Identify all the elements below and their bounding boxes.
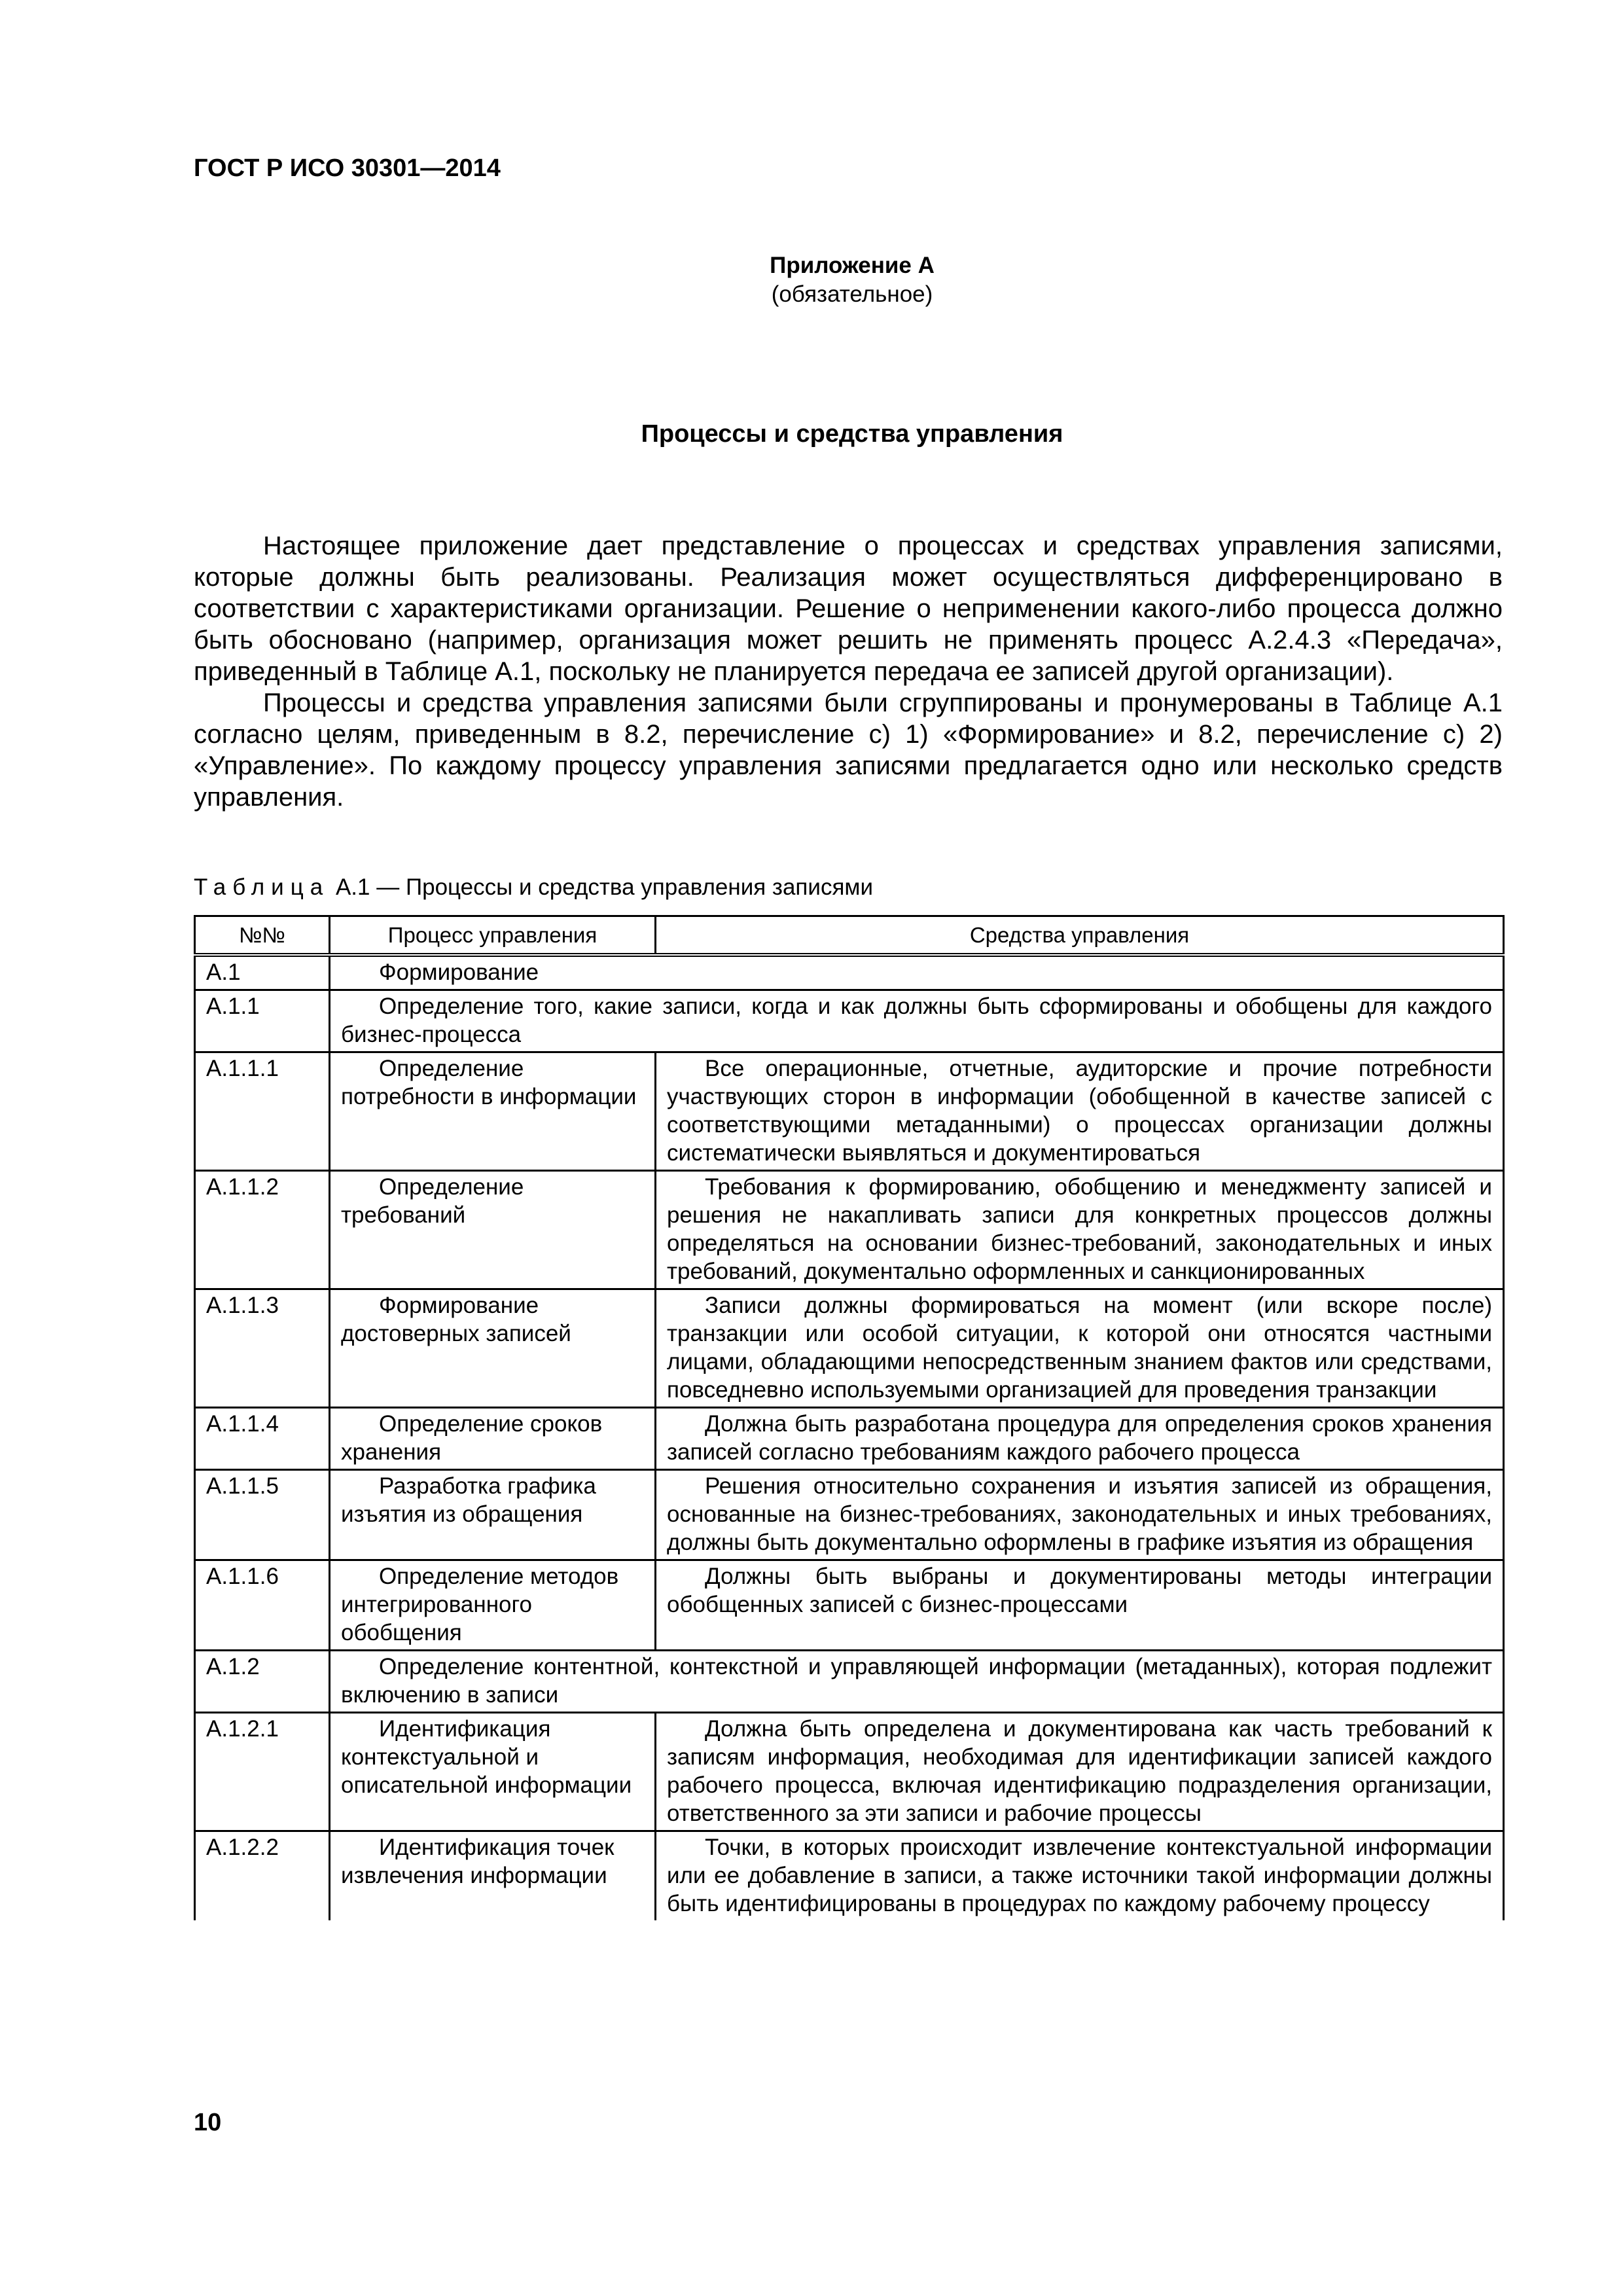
table-caption-text: А.1 — Процессы и средства управления записями [329, 874, 874, 900]
row-controls [656, 1171, 1504, 1289]
table-header-row [195, 916, 1504, 956]
row-group-text: Формирование [379, 960, 539, 985]
row-number: A.1.1.6 [195, 1560, 330, 1651]
row-controls-text: Требования к формированию, обобщению и менеджменту записей и решения не накапливать записи для конкретных процессов должны определяться на основании бизнес-требований, законодательных и иных требований, документально оформленных и санкционированных [667, 1174, 1492, 1284]
row-number: A.1.1.1 [195, 1052, 330, 1171]
table-caption-label: Таблица [194, 874, 330, 900]
table-row [195, 1470, 1504, 1560]
row-group-text: Определение того, какие записи, когда и как должны быть сформированы и обобщены для каждого бизнес-процесса [341, 994, 1492, 1047]
row-controls [656, 1408, 1504, 1470]
row-controls-text: Записи должны формироваться на момент (или вскоре после) транзакции или особой ситуации, к которой они относятся частными лицами, обладающими непосредственным знанием фактов или средствами, повседневно используемыми организацией для проведения транзакции [667, 1293, 1492, 1403]
row-controls-text: Должна быть определена и документирована как часть требований к записям информация, необходимая для идентификации записей каждого рабочего процесса, включая идентификацию подразделения организации, ответственного за эти записи и рабочие процессы [667, 1716, 1492, 1826]
table-row [195, 1713, 1504, 1831]
row-process [330, 1052, 656, 1171]
row-process-text: Определение потребности в информации [341, 1056, 637, 1109]
records-control-table [194, 915, 1505, 1920]
row-process [330, 1831, 656, 1921]
row-controls-text: Точки, в которых происходит извлечение контекстуальной информации или ее добавление в записи, а также источники такой информации должны быть идентифицированы в процедурах по каждому рабочему процессу [667, 1835, 1492, 1916]
intro-paragraph: Настоящее приложение дает представление о процессах и средствах управления записями, которые должны быть реализованы. Реализация может осуществляться дифференцировано в соответствии с характеристиками организации. Решение о неприменении какого-либо процесса должно быть обосновано (например, организация может решить не применять процесс A.2.4.3 «Передача», приведенный в Таблице А.1, поскольку не планируется передача ее записей другой организации). [194, 531, 1503, 686]
annex-heading [0, 251, 1623, 309]
annex-title: Приложение А [770, 253, 935, 278]
row-controls-text: Должна быть разработана процедура для определения сроков хранения записей согласно требованиям каждого рабочего процесса [667, 1411, 1492, 1465]
page-number: 10 [194, 2109, 222, 2136]
row-number: A.1.1.3 [195, 1289, 330, 1408]
row-process-text: Определение сроков хранения [341, 1411, 603, 1465]
row-group-title [330, 955, 1504, 990]
row-controls-text: Решения относительно сохранения и изъятия записей из обращения, основанные на бизнес-требованиях, законодательных и иных требованиях, должны быть документально оформлены в графике изъятия из обращения [667, 1473, 1492, 1555]
row-controls [656, 1713, 1504, 1831]
row-number: A.1.1.2 [195, 1171, 330, 1289]
row-number: A.1.2.1 [195, 1713, 330, 1831]
table-row [195, 1289, 1504, 1408]
section-title: Процессы и средства управления [641, 420, 1063, 448]
row-controls [656, 1470, 1504, 1560]
row-process [330, 1289, 656, 1408]
intro-text [194, 530, 1503, 813]
table-row [195, 990, 1504, 1052]
header-number: №№ [195, 916, 330, 956]
row-process [330, 1408, 656, 1470]
row-number: A.1.1.4 [195, 1408, 330, 1470]
row-group-title [330, 1651, 1504, 1713]
row-number: A.1.1 [195, 990, 330, 1052]
row-process [330, 1713, 656, 1831]
row-process [330, 1171, 656, 1289]
row-number: A.1.1.5 [195, 1470, 330, 1560]
table-row [195, 1831, 1504, 1921]
table-row [195, 1171, 1504, 1289]
row-process [330, 1470, 656, 1560]
row-group-title [330, 990, 1504, 1052]
row-process-text: Формирование достоверных записей [341, 1293, 571, 1346]
table-caption [194, 874, 873, 901]
row-number: A.1 [195, 955, 330, 990]
table-row [195, 1408, 1504, 1470]
document-header: ГОСТ Р ИСО 30301—2014 [194, 154, 501, 182]
intro-paragraph: Процессы и средства управления записями были сгруппированы и пронумерованы в Таблице А.1 согласно целям, приведенным в 8.2, перечисление с) 1) «Формирование» и 8.2, перечисление с) 2) «Управление». По каждому процессу управления записями предлагается одно или несколько средств управления. [194, 689, 1503, 812]
row-controls-text: Должны быть выбраны и документированы методы интеграции обобщенных записей с бизнес-процессами [667, 1564, 1492, 1617]
table-body [195, 955, 1504, 1920]
row-process-text: Идентификация контекстуальной и описательной информации [341, 1716, 632, 1798]
row-process-text: Определение методов интегрированного обобщения [341, 1564, 619, 1645]
row-number: A.1.2 [195, 1651, 330, 1713]
row-controls [656, 1052, 1504, 1171]
table-row [195, 1560, 1504, 1651]
row-process [330, 1560, 656, 1651]
table-row [195, 955, 1504, 990]
row-controls [656, 1289, 1504, 1408]
row-number: A.1.2.2 [195, 1831, 330, 1921]
header-controls: Средства управления [656, 916, 1504, 956]
row-process-text: Разработка графика изъятия из обращения [341, 1473, 596, 1527]
row-process-text: Идентификация точек извлечения информации [341, 1835, 615, 1888]
header-process: Процесс управления [330, 916, 656, 956]
row-process-text: Определение требований [341, 1174, 524, 1228]
table-row [195, 1052, 1504, 1171]
table-row [195, 1651, 1504, 1713]
row-controls-text: Все операционные, отчетные, аудиторские и прочие потребности участвующих сторон в информации (обобщенной в качестве записей с соответствующими метаданными) о процессах организации должны систематически выявляться и документироваться [667, 1056, 1492, 1166]
row-controls [656, 1831, 1504, 1921]
annex-status: (обязательное) [771, 281, 933, 307]
row-group-text: Определение контентной, контекстной и управляющей информации (метаданных), которая подлежит включению в записи [341, 1654, 1492, 1708]
row-controls [656, 1560, 1504, 1651]
